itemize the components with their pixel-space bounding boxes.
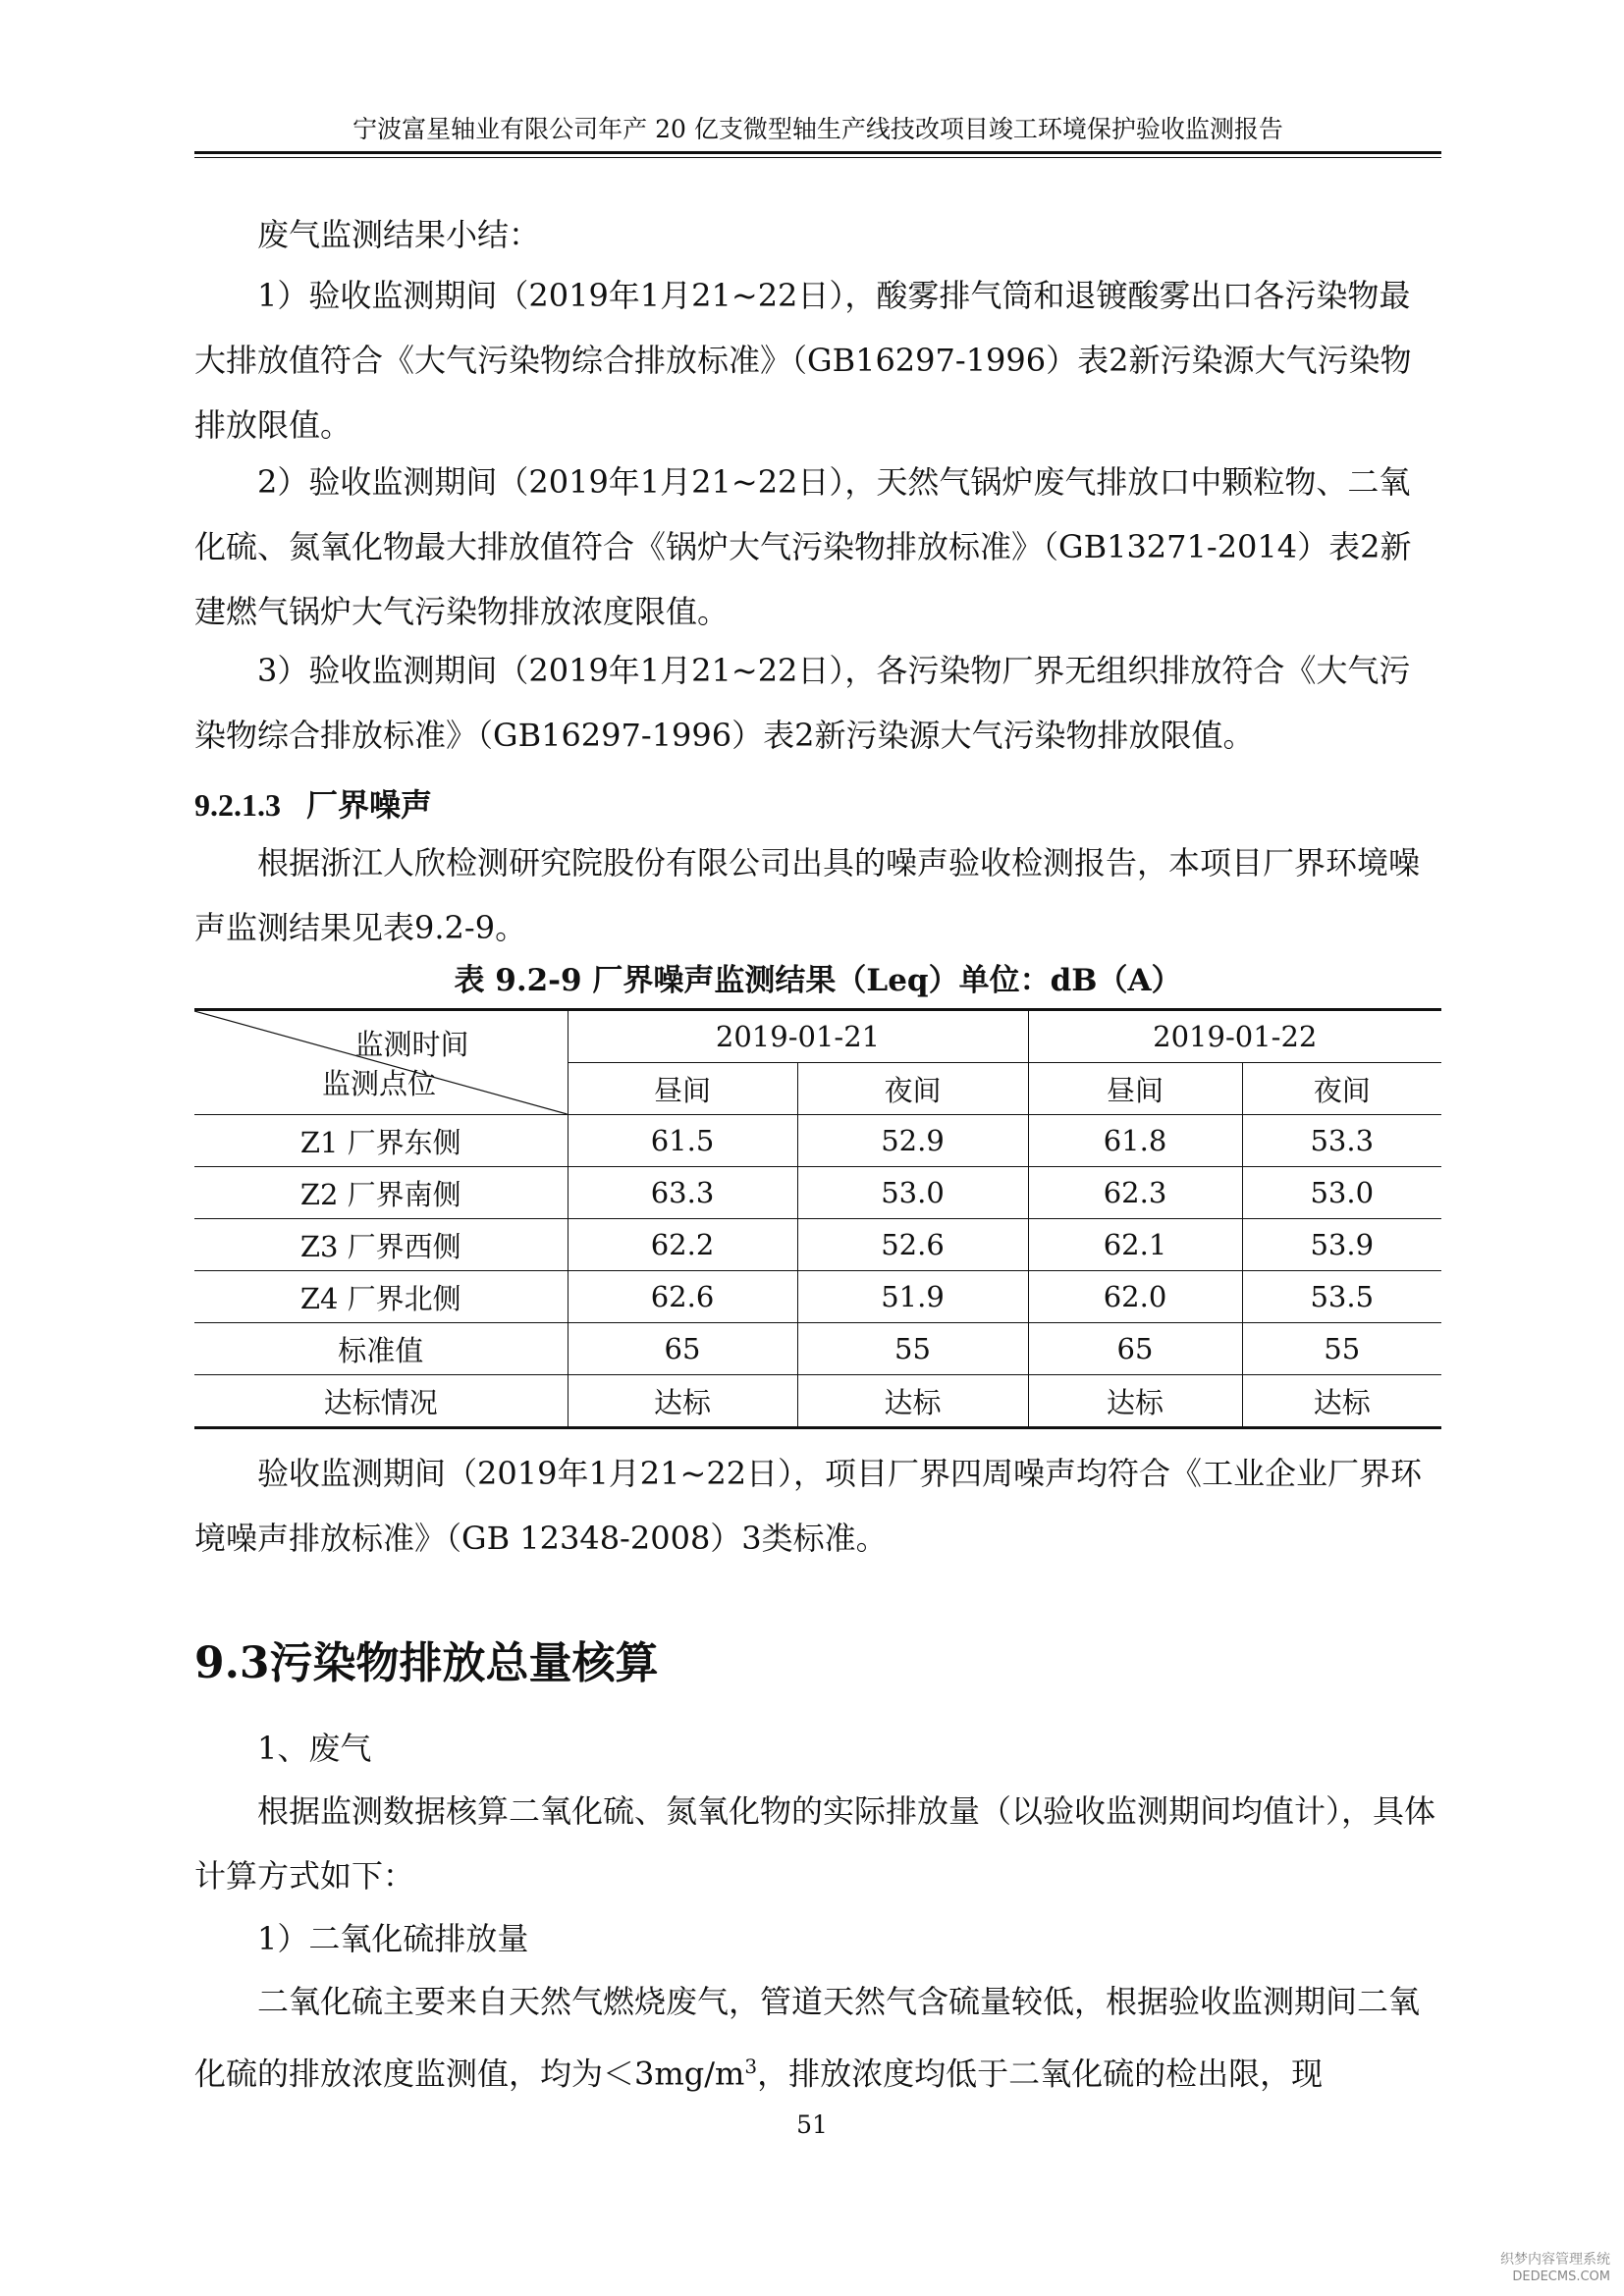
period-header: 昼间 [1028,1063,1242,1115]
table-cell: 达标 [1242,1375,1441,1428]
table-cell: 62.0 [1028,1271,1242,1323]
period-header: 夜间 [1242,1063,1441,1115]
summary-paragraph-2: 2）验收监测期间（2019年1月21~22日），天然气锅炉废气排放口中颗粒物、二氧化硫、氮氧化物最大排放值符合《锅炉大气污染物排放标准》（GB13271-2014）表2新建燃气锅炉大气污染物排放浓度限值。 [194,463,1412,630]
table-row [194,1167,1441,1219]
corner-header-location: 监测点位 [322,1067,437,1100]
table-cell: 51.9 [797,1271,1028,1323]
table-cell: 55 [797,1323,1028,1375]
row-label: Z2 厂界南侧 [194,1167,568,1219]
table-row [194,1115,1441,1167]
calc-intro: 根据监测数据核算二氧化硫、氮氧化物的实际排放量（以验收监测期间均值计），具体计算方式如下： [194,1792,1436,1895]
superscript: 3 [744,2055,758,2078]
sub-item-so2: 1）二氧化硫排放量 [257,1920,529,1957]
table-cell: 53.0 [797,1167,1028,1219]
table-cell: 63.3 [568,1167,797,1219]
table-cell: 52.6 [797,1219,1028,1271]
table-corner-cell [194,1010,568,1115]
table-row [194,1323,1441,1375]
table-cell: 62.6 [568,1271,797,1323]
row-label: Z1 厂界东侧 [194,1115,568,1167]
table-cell: 62.3 [1028,1167,1242,1219]
section-number: 9.2.1.3 [194,787,281,823]
section-heading-9-2-1-3 [194,775,432,834]
noise-intro: 根据浙江人欣检测研究院股份有限公司出具的噪声验收检测报告，本项目厂界环境噪声监测结果见表9.2-9。 [194,844,1421,946]
header-rule-thick [194,151,1441,154]
watermark-line: DEDECMS.COM [1512,2269,1610,2284]
table-cell: 达标 [797,1375,1028,1428]
watermark-logo [1492,2251,1610,2286]
section-title: 厂界噪声 [306,786,433,824]
page-number: 51 [796,2110,828,2139]
table-cell: 65 [1028,1323,1242,1375]
table-cell: 53.9 [1242,1219,1441,1271]
row-label: Z3 厂界西侧 [194,1219,568,1271]
table-cell: 62.1 [1028,1219,1242,1271]
table-cell: 61.8 [1028,1115,1242,1167]
item-exhaust-gas: 1、废气 [257,1730,372,1767]
page-header: 宁波富星轴业有限公司年产 20 亿支微型轴生产线技改项目竣工环境保护验收监测报告 [352,115,1283,143]
summary-paragraph-3: 3）验收监测期间（2019年1月21~22日），各污染物厂界无组织排放符合《大气污染物综合排放标准》（GB16297-1996）表2新污染源大气污染物排放限值。 [194,652,1411,754]
table-row [194,1271,1441,1323]
so2-paragraph: 二氧化硫主要来自天然气燃烧废气，管道天然气含硫量较低，根据验收监测期间二氧化硫的排放浓度监测值，均为$<3mg/m^3$，排放浓度均低于二氧化硫的检出限，现 [194,1983,1421,2093]
summary-paragraph-1: 1）验收监测期间（2019年1月21~22日），酸雾排气筒和退镀酸雾出口各污染物最大排放值符合《大气污染物综合排放标准》（GB16297-1996）表2新污染源大气污染物排放限值。 [194,277,1412,444]
date-header: 2019-01-22 [1028,1010,1441,1063]
corner-header-time: 监测时间 [354,1028,469,1061]
table-cell: 52.9 [797,1115,1028,1167]
table-caption: 表 9.2-9 厂界噪声监测结果（Leq）单位：dB（A） [454,963,1182,998]
row-label: Z4 厂界北侧 [194,1271,568,1323]
row-label: 达标情况 [194,1375,568,1428]
period-header: 夜间 [797,1063,1028,1115]
table-cell: 53.5 [1242,1271,1441,1323]
noise-conclusion: 验收监测期间（2019年1月21~22日），项目厂界四周噪声均符合《工业企业厂界环境噪声排放标准》（GB 12348-2008）3类标准。 [194,1455,1423,1557]
table-cell: 达标 [568,1375,797,1428]
table-cell: 61.5 [568,1115,797,1167]
table-row [194,1375,1441,1428]
table-cell: 62.2 [568,1219,797,1271]
date-header: 2019-01-21 [568,1010,1028,1063]
watermark-line: 织梦内容管理系统 [1500,2252,1610,2268]
period-header: 昼间 [568,1063,797,1115]
table-cell: 55 [1242,1323,1441,1375]
table-cell: 53.0 [1242,1167,1441,1219]
table-row [194,1219,1441,1271]
header-rule-thin [194,157,1441,158]
summary-heading: 废气监测结果小结： [257,216,541,253]
table-cell: 65 [568,1323,797,1375]
row-label: 标准值 [194,1323,568,1375]
table-cell: 53.3 [1242,1115,1441,1167]
noise-table [194,1008,1441,1429]
section-heading-9-3: 9.3污染物排放总量核算 [194,1638,659,1688]
table-cell: 达标 [1028,1375,1242,1428]
